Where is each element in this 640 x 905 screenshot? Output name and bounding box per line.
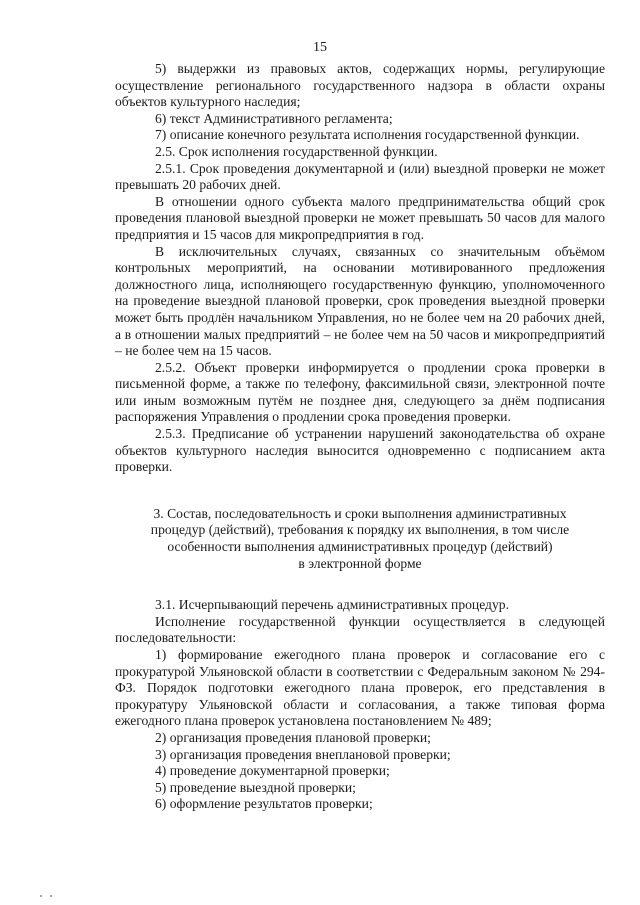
scan-speck <box>40 895 42 897</box>
section-heading-line: особенности выполнения административных процедур (действий) <box>167 539 553 555</box>
paragraph: 3.1. Исчерпывающий перечень административных процедур. <box>155 597 509 613</box>
section-heading <box>115 506 605 572</box>
paragraph: В исключительных случаях, связанных со значительным объёмом контрольных мероприятий, на основании мотивированного предложения должностного лица, исполняющего государственную функцию, уполномоченного на проведение выездной плановой проверки, срок проведения выездной проверки может быть продлён начальником Управления, но не более чем на 20 рабочих дней, а в отношении малых предприятий – не более чем на 50 часов и микропредприятий – не более чем на 15 часов. <box>115 243 605 359</box>
paragraph: 1) формирование ежегодного плана проверок и согласование его с прокуратурой Ульяновской области в соответствии с Федеральным законом № 294-ФЗ. Порядок подготовки ежегодного плана проверок, его представления в прокуратуру Ульяновской области и согласования, а также типовая форма ежегодного плана проверок установлена постановлением № 489; <box>115 647 605 729</box>
paragraph: 5) выдержки из правовых актов, содержащих нормы, регулирующие осуществление регионального государственного надзора в области охраны объектов культурного наследия; <box>115 61 605 110</box>
section-heading-line: процедур (действий), требования к порядку их выполнения, в том числе <box>150 522 570 538</box>
list-item: 3) организация проведения внеплановой проверки; <box>155 746 451 762</box>
section-heading-line: в электронной форме <box>298 555 422 571</box>
paragraph: 2.5.2. Объект проверки информируется о продлении срока проверки в письменной форме, а также по телефону, факсимильной связи, электронной почте или иным возможным путём не позднее дня, следующего за днём подписания распоряжения Управления о продлении срока проведения проверки. <box>115 359 605 425</box>
paragraph: В отношении одного субъекта малого предпринимательства общий срок проведения плановой выездной проверки не может превышать 50 часов для малого предприятия и 15 часов для микропредприятия в год. <box>115 193 605 242</box>
paragraph: 2.5. Срок исполнения государственной функции. <box>155 143 438 159</box>
scan-speck <box>50 895 52 897</box>
page-number: 15 <box>313 40 327 55</box>
page-content <box>115 61 605 813</box>
paragraph: 6) текст Административного регламента; <box>155 110 393 126</box>
list-item: 4) проведение документарной проверки; <box>155 763 390 779</box>
paragraph: 2.5.3. Предписание об устранении нарушений законодательства об охране объектов культурного наследия выносится одновременно с подписанием акта проверки. <box>115 426 605 475</box>
paragraph: 2.5.1. Срок проведения документарной и (или) выездной проверки не может превышать 20 рабочих дней. <box>115 160 605 193</box>
paragraph: Исполнение государственной функции осуществляется в следующей последовательности: <box>115 613 605 646</box>
list-item: 6) оформление результатов проверки; <box>155 796 373 812</box>
section-heading-line: 3. Состав, последовательность и сроки выполнения административных <box>153 505 567 521</box>
list-item: 5) проведение выездной проверки; <box>155 779 356 795</box>
list-item: 2) организация проведения плановой проверки; <box>155 729 431 745</box>
paragraph: 7) описание конечного результата исполнения государственной функции. <box>155 127 580 143</box>
